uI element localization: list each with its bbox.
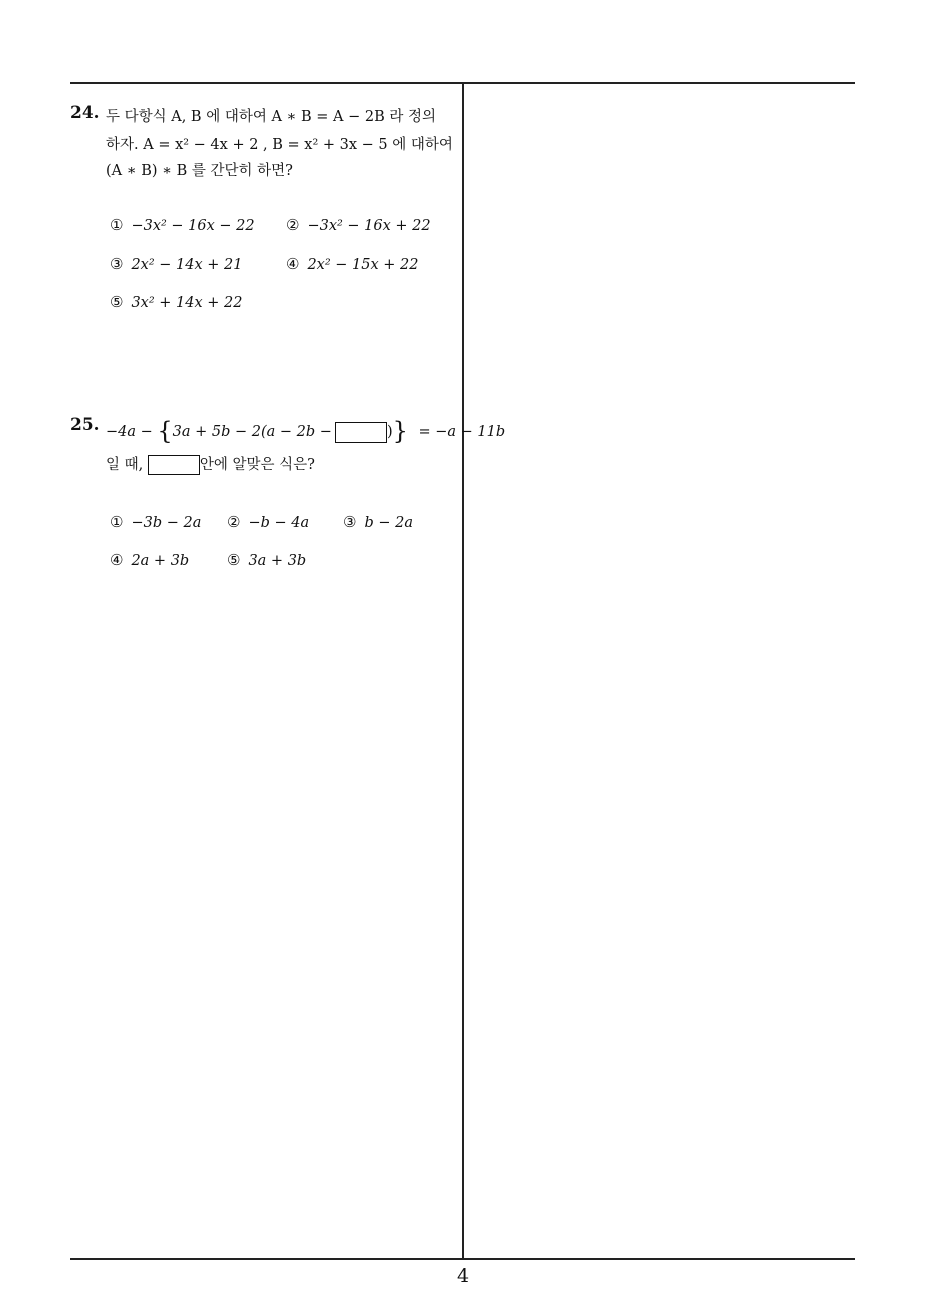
choice-text: 2x² − 15x + 22 [307,257,419,273]
choice-4[interactable] [286,255,418,273]
choice-text: 2x² − 14x + 21 [131,257,243,273]
text-prefix: 일 때, [106,457,144,473]
choice-3[interactable] [343,513,413,531]
choice-text: 3x² + 14x + 22 [131,295,243,311]
column-divider [462,82,464,1259]
expr-right: = −a − 11b [418,424,506,440]
expr-left: −4a − [106,424,153,440]
choice-4[interactable] [110,551,189,569]
choice-text: 2a + 3b [131,553,190,569]
choice-text: −3b − 2a [131,515,202,531]
text-suffix: 안에 알맞은 식은? [199,457,315,473]
question-text-line-2: 하자. A = x² − 4x + 2 , B = x² + 3x − 5 에 대하여 [106,137,453,153]
choice-text: −3x² − 16x + 22 [307,218,431,234]
choice-text: b − 2a [364,515,413,531]
question-number: 24. [70,103,100,123]
question-text-line-1: 두 다항식 A, B 에 대하여 A ∗ B = A − 2B 라 정의 [106,109,436,125]
choice-mark: ⑤ [110,293,124,311]
question-equation [106,417,505,445]
choice-text: −b − 4a [248,515,310,531]
choice-mark: ③ [110,255,124,273]
choice-2[interactable] [227,513,309,531]
choice-text: −3x² − 16x − 22 [131,218,255,234]
question-text-line-3: (A ∗ B) ∗ B 를 간단히 하면? [106,163,293,179]
close-brace: } [392,417,408,445]
choice-mark: ② [286,216,300,234]
choice-mark: ④ [286,255,300,273]
choice-mark: ① [110,513,124,531]
bottom-rule [70,1258,855,1260]
open-brace: { [157,417,173,445]
answer-blank-box [335,422,387,443]
choice-mark: ③ [343,513,357,531]
choice-1[interactable] [110,216,255,234]
expr-inner: 3a + 5b − 2(a − 2b − [172,424,332,440]
choice-text: 3a + 3b [248,553,307,569]
page-number: 4 [456,1265,470,1287]
choice-mark: ② [227,513,241,531]
choice-3[interactable] [110,255,242,273]
choice-5[interactable] [227,551,306,569]
close-paren: ) [386,424,393,440]
choice-mark: ⑤ [227,551,241,569]
choice-2[interactable] [286,216,431,234]
question-text-line-2 [106,453,315,475]
choice-mark: ④ [110,551,124,569]
answer-blank-box [148,455,200,475]
question-number: 25. [70,415,100,435]
choice-1[interactable] [110,513,201,531]
choice-5[interactable] [110,293,242,311]
choice-mark: ① [110,216,124,234]
